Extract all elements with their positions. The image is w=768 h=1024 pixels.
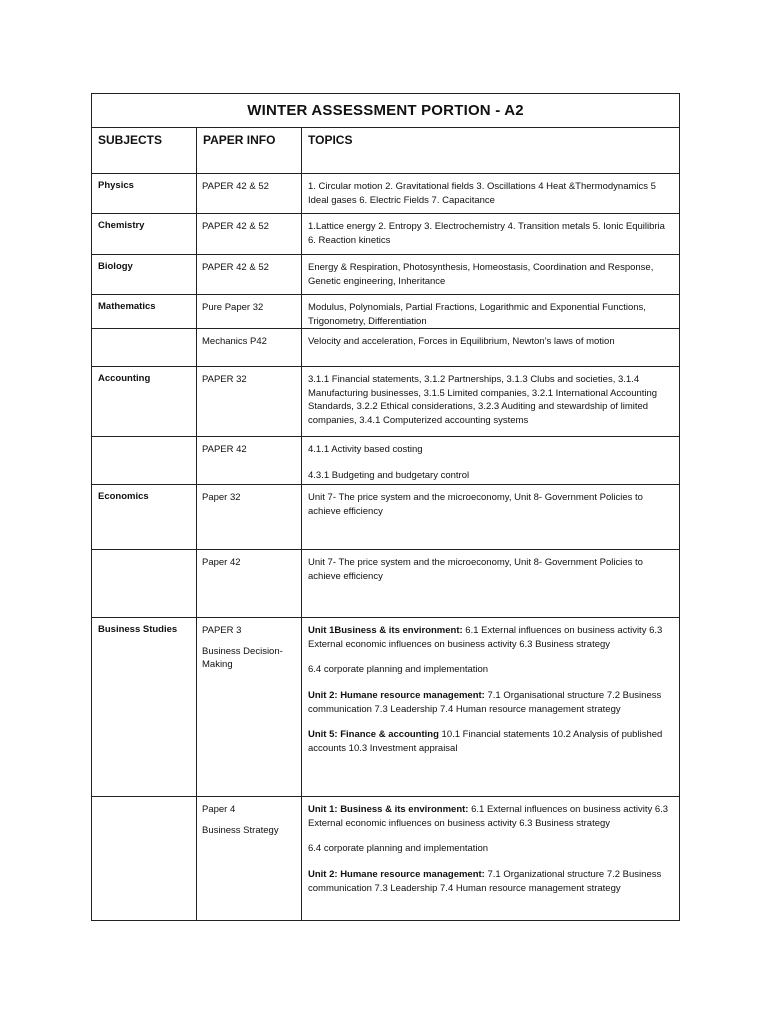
paper-info-cell <box>197 214 302 255</box>
paper-info-line: Pure Paper 32 <box>202 302 264 313</box>
topic-text: Energy & Respiration, Photosynthesis, Homeostasis, Coordination and Response, Genetic engineering, Inheritance <box>308 262 654 287</box>
topic-paragraph <box>308 373 673 427</box>
topic-text: 6.1 External influences on business activity 6.3 External economic influences on business activity 6.3 Business strategy <box>308 625 663 650</box>
page-title: WINTER ASSESSMENT PORTION - A2 <box>92 94 680 128</box>
topics-cell <box>302 214 680 255</box>
topic-paragraph <box>308 556 673 583</box>
paper-info-cell <box>197 485 302 550</box>
topic-text: 3.1.1 Financial statements, 3.1.2 Partnerships, 3.1.3 Clubs and societies, 3.1.4 Manufacturing businesses, 3.1.5 Limited companies, 3.2.1 International Accounting Standards, 3.2.2 Ethical considerations, 3.2.3 Auditing and stewardship of limited companies, 3.4.1 Computerized accounting systems <box>308 374 658 426</box>
topic-paragraph <box>308 469 673 483</box>
topic-paragraph <box>308 491 673 518</box>
header-subjects: SUBJECTS <box>92 128 197 174</box>
topics-cell <box>302 174 680 214</box>
paper-info-line: PAPER 42 & 52 <box>202 181 269 192</box>
topic-text: Velocity and acceleration, Forces in Equilibrium, Newton’s laws of motion <box>308 336 615 348</box>
table-row <box>92 174 680 214</box>
table-row <box>92 618 680 797</box>
subject-cell <box>92 255 197 295</box>
subject-cell <box>92 214 197 255</box>
topic-paragraph <box>308 301 673 328</box>
assessment-sheet <box>91 93 679 921</box>
subject-cell <box>92 295 197 329</box>
table-row <box>92 214 680 255</box>
assessment-table <box>91 93 680 921</box>
header-row <box>92 128 680 174</box>
topic-paragraph <box>308 842 673 856</box>
topic-text: 1. Circular motion 2. Gravitational fields 3. Oscillations 4 Heat &Thermodynamics 5 Ideal gases 6. Electric Fields 7. Capacitance <box>308 181 656 206</box>
topic-paragraph <box>308 443 673 457</box>
topic-text: 7.1 Organisational structure 7.2 Business communication 7.3 Leadership 7.4 Human resource management strategy <box>308 689 662 715</box>
subject-label: Mathematics <box>98 301 156 312</box>
topic-paragraph <box>308 180 673 207</box>
topic-text: 6.4 corporate planning and implementation <box>308 843 489 855</box>
topics-cell <box>302 329 680 367</box>
paper-info-line: PAPER 42 <box>202 444 247 456</box>
paper-info-cell <box>197 295 302 329</box>
paper-info-line: Paper 4 <box>202 804 236 816</box>
header-paper-info: PAPER INFO <box>197 128 302 174</box>
paper-info-cell <box>197 437 302 485</box>
topics-cell <box>302 255 680 295</box>
paper-info-line: PAPER 42 & 52 <box>202 262 269 273</box>
topic-text: Modulus, Polynomials, Partial Fractions, Logarithmic and Exponential Functions, Trigonometry, Differentiation <box>308 302 646 327</box>
topics-cell <box>302 550 680 618</box>
topic-paragraph <box>308 261 673 288</box>
title-row <box>92 94 680 128</box>
topic-text: Unit 7- The price system and the microeconomy, Unit 8- Government Policies to achieve efficiency <box>308 492 643 517</box>
subject-cell <box>92 329 197 367</box>
subject-label: Accounting <box>98 373 151 385</box>
topic-text: 1.Lattice energy 2. Entropy 3. Electrochemistry 4. Transition metals 5. Ionic Equilibria 6. Reaction kinetics <box>308 221 665 246</box>
subject-cell <box>92 174 197 214</box>
paper-info-line: PAPER 3 <box>202 625 242 637</box>
subject-label: Biology <box>98 261 133 272</box>
paper-info-cell <box>197 550 302 618</box>
paper-info-cell <box>197 174 302 214</box>
topic-unit-heading: Unit 5: Finance & accounting <box>308 729 439 741</box>
table-row <box>92 550 680 618</box>
table-row <box>92 367 680 437</box>
topic-unit-heading: Unit 2: Humane resource management: <box>308 868 485 880</box>
topic-unit-heading: Unit 2: Humane resource management: <box>308 689 485 701</box>
subject-cell <box>92 485 197 550</box>
topic-text: 6.1 External influences on business activity 6.3 External economic influences on business activity 6.3 Business strategy <box>308 804 669 829</box>
topic-unit-heading: Unit 1: Business & its environment: <box>308 804 469 816</box>
topic-unit-heading: Unit 1Business & its environment: <box>308 625 463 637</box>
topic-text: 4.1.1 Activity based costing <box>308 444 423 456</box>
paper-info-cell <box>197 797 302 921</box>
paper-info-line: PAPER 42 & 52 <box>202 221 269 232</box>
topic-text: 6.4 corporate planning and implementation <box>308 664 489 676</box>
subject-label: Chemistry <box>98 220 145 231</box>
table-row <box>92 485 680 550</box>
subject-label: Physics <box>98 180 134 191</box>
paper-info-line: Business Strategy <box>202 825 279 837</box>
topic-paragraph <box>308 220 673 247</box>
table-row <box>92 255 680 295</box>
topics-cell <box>302 618 680 797</box>
table-row <box>92 797 680 921</box>
subject-label: Business Studies <box>98 624 178 636</box>
paper-info-line: Business Decision-Making <box>202 646 283 671</box>
paper-info-cell <box>197 255 302 295</box>
table-row <box>92 329 680 367</box>
topic-text: 10.1 Financial statements 10.2 Analysis of published accounts 10.3 Investment appraisal <box>308 729 663 754</box>
paper-info-line: Paper 32 <box>202 492 241 504</box>
topic-paragraph <box>308 868 673 895</box>
topic-paragraph <box>308 803 673 830</box>
header-topics: TOPICS <box>302 128 680 174</box>
subject-cell <box>92 618 197 797</box>
topics-cell <box>302 485 680 550</box>
paper-info-line: Paper 42 <box>202 557 241 569</box>
paper-info-cell <box>197 618 302 797</box>
topic-paragraph <box>308 728 673 755</box>
subject-cell <box>92 550 197 618</box>
table-row <box>92 295 680 329</box>
topic-text: 4.3.1 Budgeting and budgetary control <box>308 469 470 481</box>
topic-paragraph <box>308 335 673 349</box>
paper-info-cell <box>197 367 302 437</box>
paper-info-line: Mechanics P42 <box>202 336 267 348</box>
subject-cell <box>92 437 197 485</box>
topics-cell <box>302 437 680 485</box>
paper-info-cell <box>197 329 302 367</box>
topics-cell <box>302 295 680 329</box>
topic-paragraph <box>308 624 673 651</box>
subject-cell <box>92 367 197 437</box>
topic-paragraph <box>308 689 673 716</box>
subject-label: Economics <box>98 491 149 503</box>
topic-paragraph <box>308 663 673 677</box>
table-row <box>92 437 680 485</box>
topics-cell <box>302 367 680 437</box>
topic-text: Unit 7- The price system and the microeconomy, Unit 8- Government Policies to achieve efficiency <box>308 557 643 582</box>
paper-info-line: PAPER 32 <box>202 374 247 386</box>
topic-text: 7.1 Organizational structure 7.2 Business communication 7.3 Leadership 7.4 Human resource management strategy <box>308 868 662 894</box>
topics-cell <box>302 797 680 921</box>
subject-cell <box>92 797 197 921</box>
